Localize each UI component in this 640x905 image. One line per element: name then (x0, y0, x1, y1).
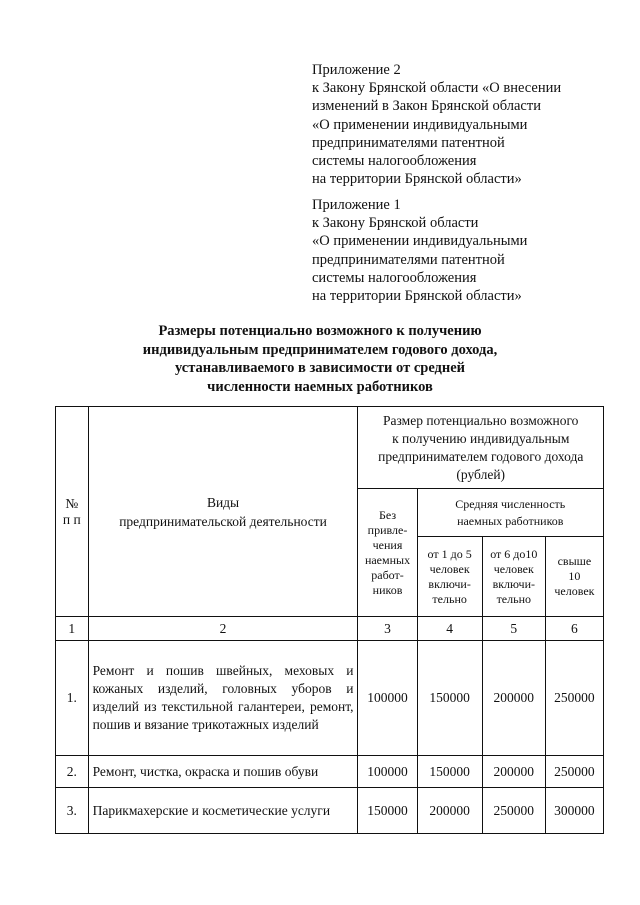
column-number: 4 (417, 617, 482, 641)
header-avg-workers: Средняя численность наемных работников (417, 489, 603, 537)
row-number: 1. (56, 641, 89, 756)
value-cell: 150000 (358, 788, 417, 834)
header-activity: Виды предпринимательской деятельности (88, 407, 358, 617)
income-table (55, 406, 604, 834)
value-cell: 250000 (545, 641, 603, 756)
header-num: № п п (56, 407, 89, 617)
appendix-1-line: системы налогообложения (312, 269, 477, 286)
table-row (56, 788, 604, 834)
row-number: 2. (56, 756, 89, 788)
appendix-2-line: на территории Брянской области» (312, 171, 522, 188)
appendix-1-header (312, 196, 632, 305)
activity-cell: Ремонт и пошив швейных, меховых и кожаных изделий, головных уборов и изделий из текстильной галантереи, ремонт, пошив и вязание трикотажных изделий (88, 641, 358, 756)
value-cell: 250000 (482, 788, 545, 834)
value-cell: 200000 (482, 756, 545, 788)
header-row (56, 407, 604, 489)
title-line: Размеры потенциально возможного к получению (158, 323, 482, 339)
activity-cell: Ремонт, чистка, окраска и пошив обуви (88, 756, 358, 788)
appendix-2-line: системы налогообложения (312, 153, 477, 170)
title-line: индивидуальным предпринимателем годового дохода, (142, 341, 498, 358)
header-1-5-workers: от 1 до 5 человек включи- тельно (417, 537, 482, 617)
table-row (56, 641, 604, 756)
value-cell: 150000 (417, 641, 482, 756)
header-no-workers: Без привле- чения наемных работ- ников (358, 489, 417, 617)
appendix-2-header (312, 61, 632, 188)
appendix-2-line: «О применении индивидуальными (312, 116, 528, 133)
value-cell: 200000 (482, 641, 545, 756)
column-number: 3 (358, 617, 417, 641)
appendix-2-line: изменений в Закон Брянской области (312, 98, 541, 115)
column-number: 1 (56, 617, 89, 641)
title-line: устанавливаемого в зависимости от средней (174, 360, 466, 376)
appendix-1-line: предпринимателями патентной (312, 251, 505, 268)
column-number-row (56, 617, 604, 641)
appendix-1-line: к Закону Брянской области (312, 215, 479, 232)
value-cell: 200000 (417, 788, 482, 834)
appendix-1-line: Приложение 1 (312, 197, 401, 213)
activity-cell: Парикмахерские и косметические услуги (88, 788, 358, 834)
title-line: численности наемных работников (207, 378, 433, 395)
column-number: 6 (545, 617, 603, 641)
value-cell: 250000 (545, 756, 603, 788)
header-6-10-workers: от 6 до10 человек включи- тельно (482, 537, 545, 617)
column-number: 5 (482, 617, 545, 641)
table-row (56, 756, 604, 788)
document-title (80, 322, 560, 396)
header-income: Размер потенциально возможного к получению индивидуальным предпринимателем годового дохода (рублей) (358, 407, 604, 489)
header-over-10-workers: свыше 10 человек (545, 537, 603, 617)
appendix-2-line: Приложение 2 (312, 62, 401, 78)
value-cell: 100000 (358, 641, 417, 756)
value-cell: 150000 (417, 756, 482, 788)
appendix-1-line: на территории Брянской области» (312, 288, 522, 305)
row-number: 3. (56, 788, 89, 834)
appendix-2-line: к Закону Брянской области «О внесении (312, 80, 562, 97)
column-number: 2 (88, 617, 358, 641)
appendix-2-line: предпринимателями патентной (312, 134, 505, 151)
appendix-1-line: «О применении индивидуальными (312, 233, 528, 250)
value-cell: 300000 (545, 788, 603, 834)
value-cell: 100000 (358, 756, 417, 788)
